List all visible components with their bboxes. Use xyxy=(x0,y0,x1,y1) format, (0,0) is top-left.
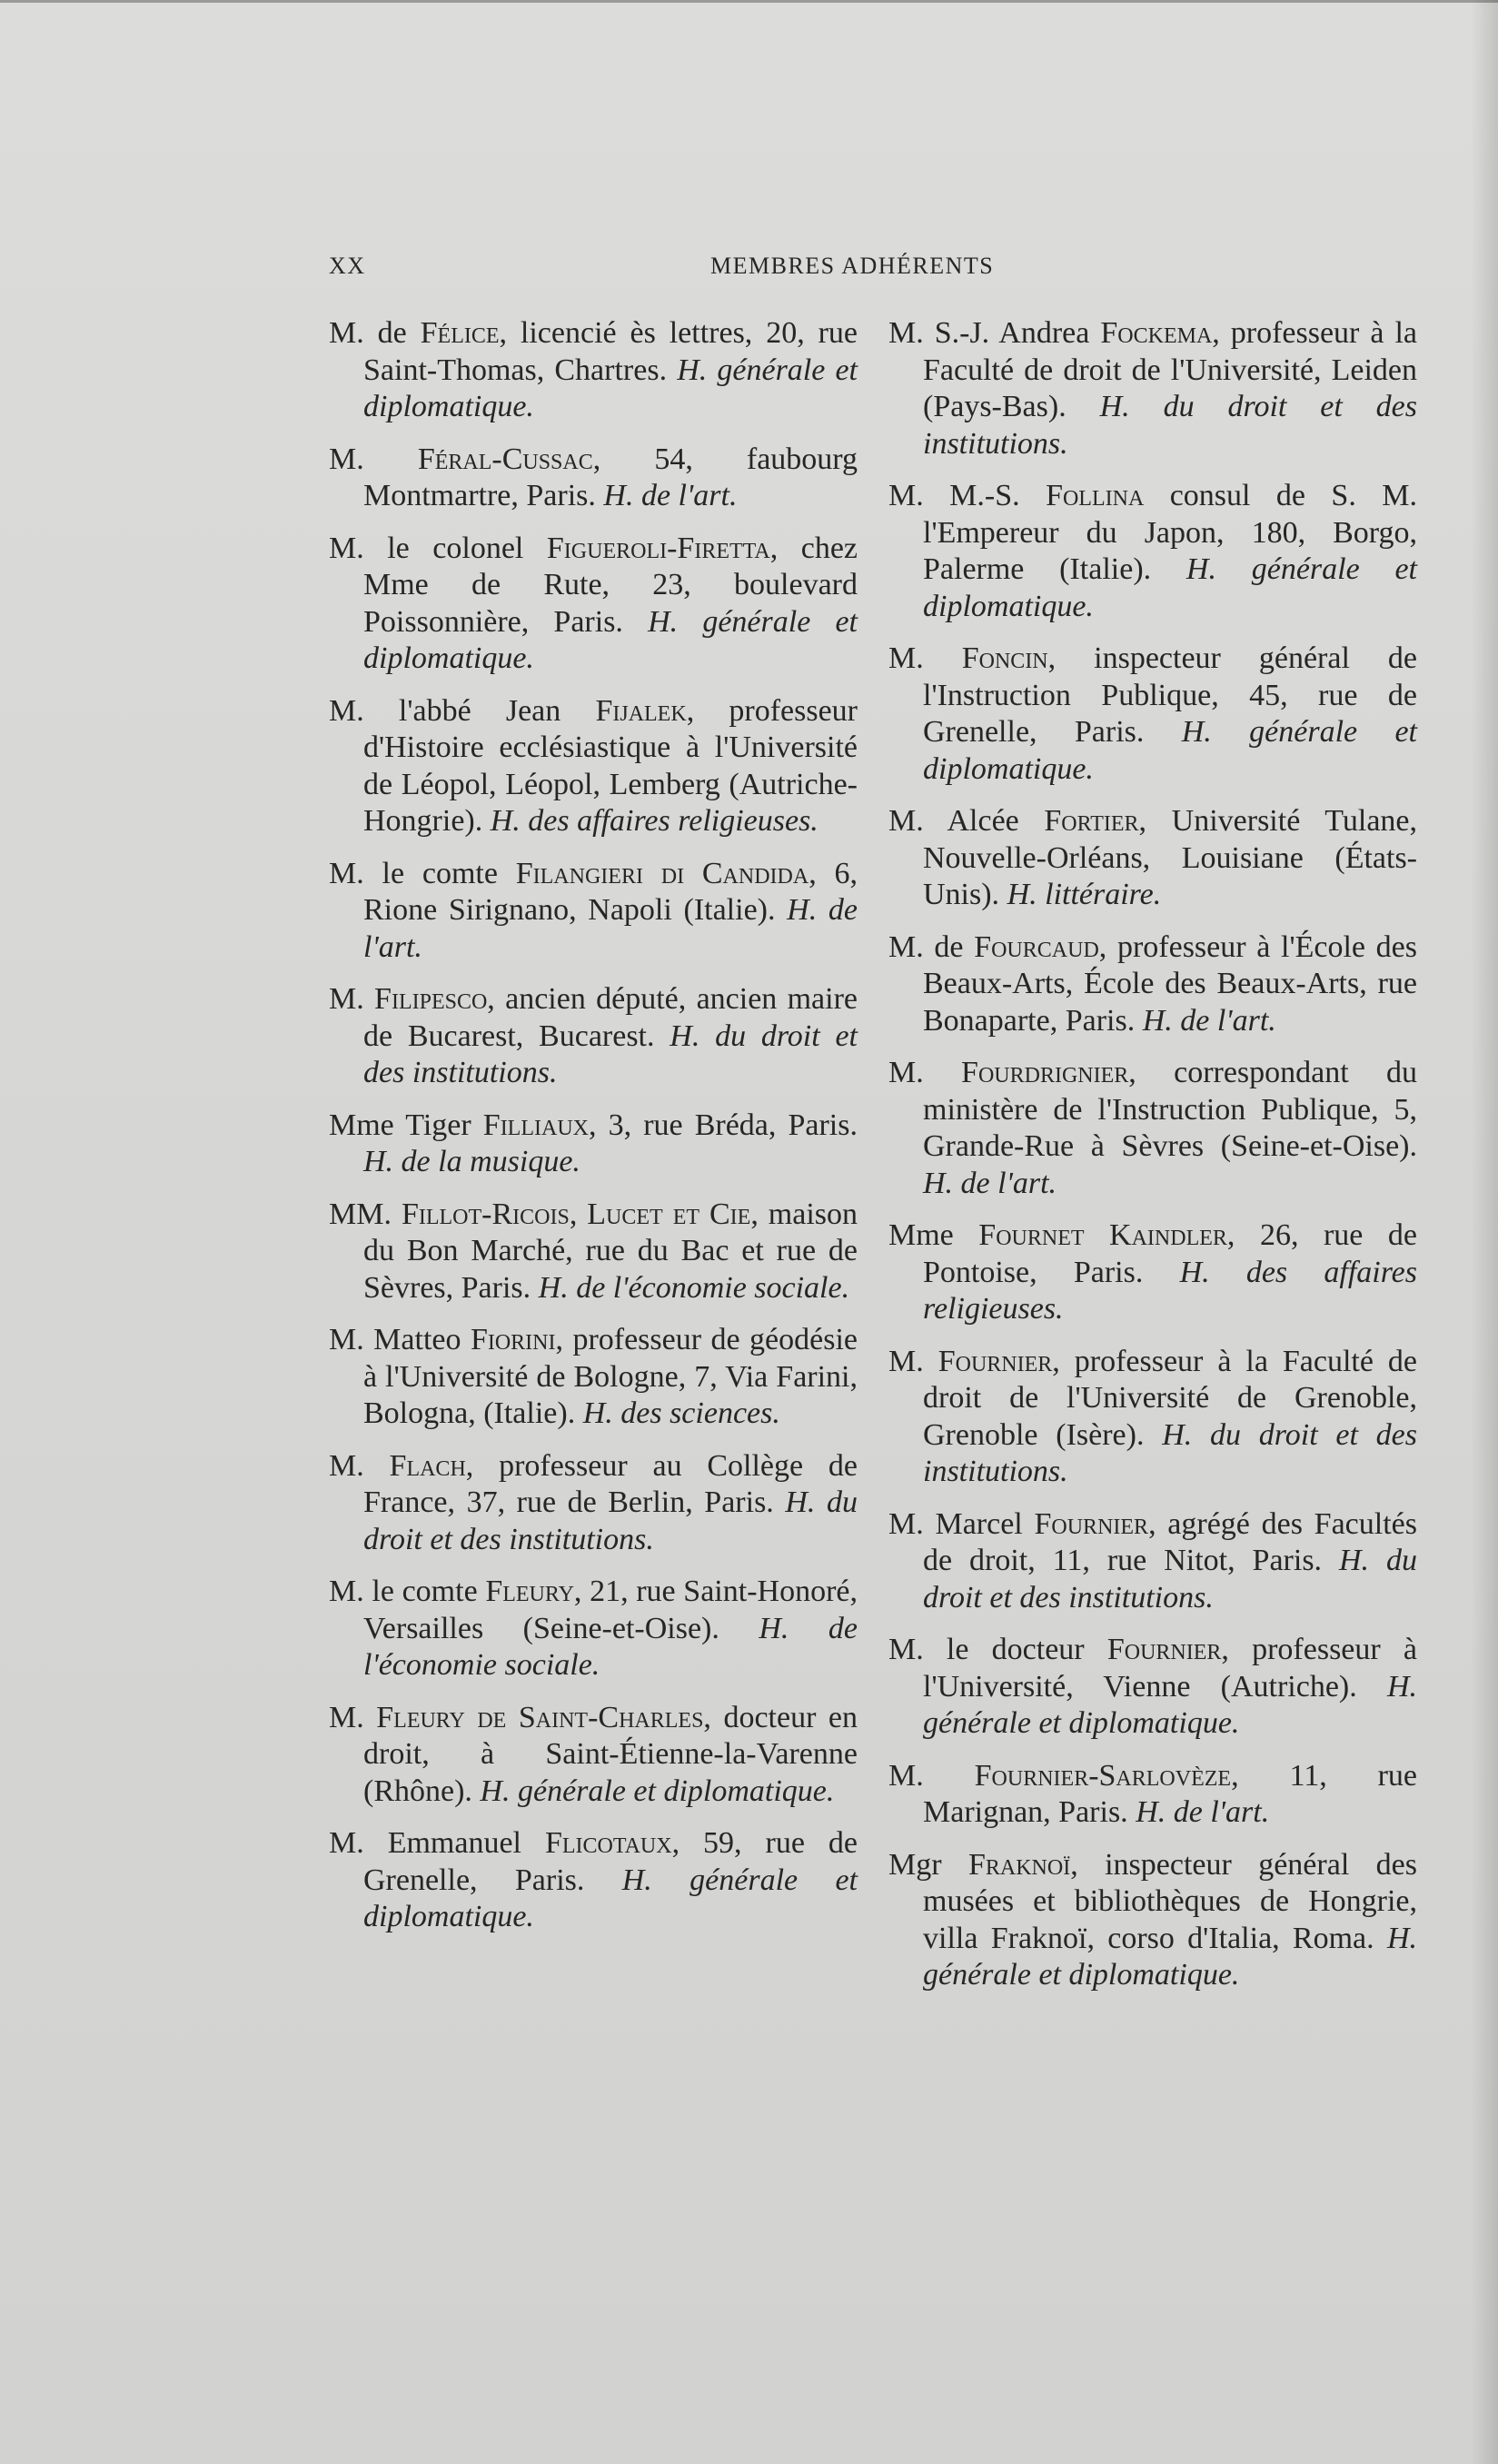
member-prefix: M. le comte xyxy=(329,1575,486,1608)
member-entry xyxy=(329,531,858,678)
member-entry xyxy=(329,1108,858,1181)
member-name: Fournier xyxy=(1034,1506,1149,1541)
member-entry xyxy=(329,442,858,515)
member-name: Fournier xyxy=(937,1344,1053,1378)
member-details: , maison du Bon Marché, rue du Bac et rue de Sèvres, Paris. xyxy=(363,1197,858,1305)
member-prefix: M. xyxy=(888,641,962,675)
member-prefix: M. xyxy=(888,1758,975,1793)
member-details: , 21, rue Saint-Honoré, Versailles (Seine-et-Oise). xyxy=(363,1575,858,1645)
member-prefix: Mme xyxy=(888,1218,979,1252)
member-entry xyxy=(888,929,1417,1040)
member-history-section: H. des sciences. xyxy=(582,1396,780,1430)
member-prefix: M. S.-J. Andrea xyxy=(888,316,1101,350)
member-prefix: M. l'abbé Jean xyxy=(329,693,596,728)
member-history-section: H. de l'art. xyxy=(1142,1003,1276,1038)
member-entry xyxy=(329,1197,858,1307)
member-prefix: M. le docteur xyxy=(888,1633,1107,1666)
member-name: Follina xyxy=(1046,479,1145,512)
member-name: Flicotaux xyxy=(544,1826,672,1860)
member-details: , 11, rue Marignan, Paris. xyxy=(923,1758,1418,1829)
member-name: Filliaux xyxy=(482,1108,589,1142)
member-details: , professeur de géodésie à l'Université de Bologne, 7, Via Farini, Bologna, (Italie). xyxy=(363,1323,858,1430)
member-name: Fourdrignier xyxy=(961,1056,1129,1089)
member-name: Figueroli-Firetta xyxy=(546,531,770,565)
member-entry xyxy=(329,981,858,1092)
member-details: , inspecteur général de l'Instruction Publique, 45, rue de Grenelle, Paris. xyxy=(923,641,1417,749)
member-history-section: H. littéraire. xyxy=(1007,878,1162,911)
member-history-section: H. de l'économie sociale. xyxy=(538,1270,850,1305)
member-history-section: H. du droit et des institutions. xyxy=(923,1544,1417,1615)
member-prefix: M. xyxy=(888,1344,938,1378)
member-prefix: M. xyxy=(888,1056,962,1089)
member-details: , chez Mme de Rute, 23, boulevard Poissonnière, Paris. xyxy=(363,531,858,639)
page-right-shadow xyxy=(1471,0,1498,2464)
member-entry xyxy=(888,1847,1417,1994)
member-details: , professeur au Collège de France, 37, rue de Berlin, Paris. xyxy=(363,1448,858,1519)
member-details: , Université Tulane, Nouvelle-Orléans, Louisiane (États-Unis). xyxy=(923,804,1417,911)
member-prefix: M. Alcée xyxy=(888,804,1045,838)
member-name: Filipesco xyxy=(374,982,488,1016)
member-name: Fiorini xyxy=(470,1323,556,1356)
member-history-section: H. générale et diplomatique. xyxy=(363,604,858,675)
member-name: Fortier xyxy=(1044,804,1139,838)
member-prefix: M. de xyxy=(888,929,975,964)
member-history-section: H. du droit et des institutions. xyxy=(363,1485,858,1556)
member-prefix: M. xyxy=(329,982,375,1016)
member-prefix: M. le colonel xyxy=(329,531,547,565)
member-name: Fraknoï xyxy=(967,1847,1071,1882)
member-history-section: H. générale et diplomatique. xyxy=(480,1773,835,1808)
member-name: Fleury xyxy=(485,1575,574,1608)
member-details: , ancien député, ancien maire de Bucarest, Bucarest. xyxy=(363,982,858,1053)
member-name: Fijalek xyxy=(595,693,687,728)
member-history-section: H. du droit et des institutions. xyxy=(363,1018,858,1089)
member-details: , correspondant du ministère de l'Instruction Publique, 5, Grande-Rue à Sèvres (Seine-et-Oise). xyxy=(923,1056,1417,1163)
member-history-section: H. des affaires religieuses. xyxy=(923,1255,1417,1326)
member-entry xyxy=(888,1055,1417,1202)
member-prefix: M. xyxy=(329,1448,390,1483)
member-prefix: MM. xyxy=(329,1197,402,1231)
member-history-section: H. de l'art. xyxy=(1136,1795,1270,1829)
running-title: MEMBRES ADHÉRENTS xyxy=(710,253,995,279)
member-details: , professeur à la Faculté de droit de l'Université, Leiden (Pays-Bas). xyxy=(923,316,1417,423)
member-history-section: H. de l'économie sociale. xyxy=(363,1611,858,1682)
member-history-section: H. générale et diplomatique. xyxy=(923,552,1417,623)
member-prefix: M. le comte xyxy=(329,856,516,890)
member-details: , professeur à l'École des Beaux-Arts, École des Beaux-Arts, rue Bonaparte, Paris. xyxy=(923,929,1417,1038)
member-details: , professeur à la Faculté de droit de l'Université de Grenoble, Grenoble (Isère). xyxy=(923,1344,1418,1452)
member-entry xyxy=(329,1322,858,1433)
member-entry xyxy=(329,1700,858,1811)
member-prefix: M. Emmanuel xyxy=(329,1826,545,1860)
member-details: , 3, rue Bréda, Paris. xyxy=(589,1108,858,1142)
member-details: consul de S. M. l'Empereur du Japon, 180, Borgo, Palerme (Italie). xyxy=(923,479,1417,586)
member-prefix: M. Marcel xyxy=(888,1506,1035,1541)
member-details: , 26, rue de Pontoise, Paris. xyxy=(923,1218,1417,1289)
member-history-section: H. de l'art. xyxy=(603,479,738,512)
member-entry xyxy=(329,1825,858,1936)
member-details: , 6, Rione Sirignano, Napoli (Italie). xyxy=(363,856,858,927)
member-prefix: M. de xyxy=(329,316,421,350)
member-name: Féral-Cussac xyxy=(417,442,593,476)
member-history-section: H. générale et diplomatique. xyxy=(923,1921,1417,1992)
member-history-section: H. générale et diplomatique. xyxy=(923,715,1417,786)
member-details: , professeur d'Histoire ecclésiastique à l'Université de Léopol, Léopol, Lemberg (Autriche-Hongrie). xyxy=(363,693,858,838)
running-header xyxy=(329,247,1025,283)
member-name: Félice xyxy=(420,316,500,350)
member-entry xyxy=(888,641,1417,788)
left-column xyxy=(329,315,858,1936)
right-column xyxy=(888,315,1417,1994)
member-history-section: H. du droit et des institutions. xyxy=(923,1417,1417,1488)
member-details: , docteur en droit, à Saint-Étienne-la-Varenne (Rhône). xyxy=(363,1700,858,1808)
member-prefix: M. Matteo xyxy=(329,1323,471,1356)
member-name: Fillot-Ricois, Lucet et Cie xyxy=(401,1197,751,1231)
member-entry xyxy=(888,1758,1417,1832)
member-prefix: M. M.-S. xyxy=(888,479,1047,512)
member-entry xyxy=(888,1217,1417,1328)
member-entry xyxy=(888,1632,1417,1743)
member-name: Fourcaud xyxy=(974,929,1099,964)
member-history-section: H. générale et diplomatique. xyxy=(363,1863,858,1933)
member-entry xyxy=(329,1448,858,1559)
member-entry xyxy=(329,856,858,967)
member-entry xyxy=(888,1344,1417,1491)
member-entry xyxy=(888,803,1417,914)
member-details: , 54, faubourg Montmartre, Paris. xyxy=(363,442,858,512)
member-name: Fournier-Sarlovèze xyxy=(974,1758,1232,1793)
member-history-section: H. de l'art. xyxy=(363,893,858,964)
member-entry xyxy=(329,693,858,840)
member-name: Fournier xyxy=(1106,1633,1222,1666)
member-name: Fleury de Saint-Charles xyxy=(376,1700,704,1734)
member-entry xyxy=(888,315,1417,462)
member-details: , agrégé des Facultés de droit, 11, rue Nitot, Paris. xyxy=(923,1506,1417,1577)
member-prefix: M. xyxy=(329,1700,377,1734)
member-details: , 59, rue de Grenelle, Paris. xyxy=(363,1826,858,1897)
page-number: XX xyxy=(329,253,366,279)
member-entry xyxy=(329,1574,858,1684)
member-name: Foncin xyxy=(961,641,1048,675)
member-history-section: H. des affaires religieuses. xyxy=(490,804,818,838)
member-name: Fournet Kaindler xyxy=(978,1218,1227,1252)
member-entry xyxy=(888,478,1417,625)
member-details: , licencié ès lettres, 20, rue Saint-Thomas, Chartres. xyxy=(363,316,858,387)
page-top-edge xyxy=(0,0,1498,3)
member-history-section: H. générale et diplomatique. xyxy=(923,1669,1417,1740)
member-prefix: Mme Tiger xyxy=(329,1108,483,1142)
member-details: , professeur à l'Université, Vienne (Autriche). xyxy=(923,1633,1418,1704)
member-history-section: H. de la musique. xyxy=(363,1145,580,1178)
member-name: Filangieri di Candida xyxy=(515,856,809,890)
member-name: Fockema xyxy=(1100,316,1213,350)
member-prefix: M. xyxy=(329,442,418,476)
member-details: , inspecteur général des musées et bibliothèques de Hongrie, villa Fraknoï, corso d'Italia, Roma. xyxy=(923,1847,1417,1955)
member-name: Flach xyxy=(389,1448,466,1483)
member-history-section: H. de l'art. xyxy=(923,1166,1057,1200)
member-prefix: Mgr xyxy=(888,1847,968,1882)
member-history-section: H. du droit et des institutions. xyxy=(923,390,1417,461)
member-entry xyxy=(888,1506,1417,1617)
member-history-section: H. générale et diplomatique. xyxy=(363,353,858,423)
member-entry xyxy=(329,315,858,426)
